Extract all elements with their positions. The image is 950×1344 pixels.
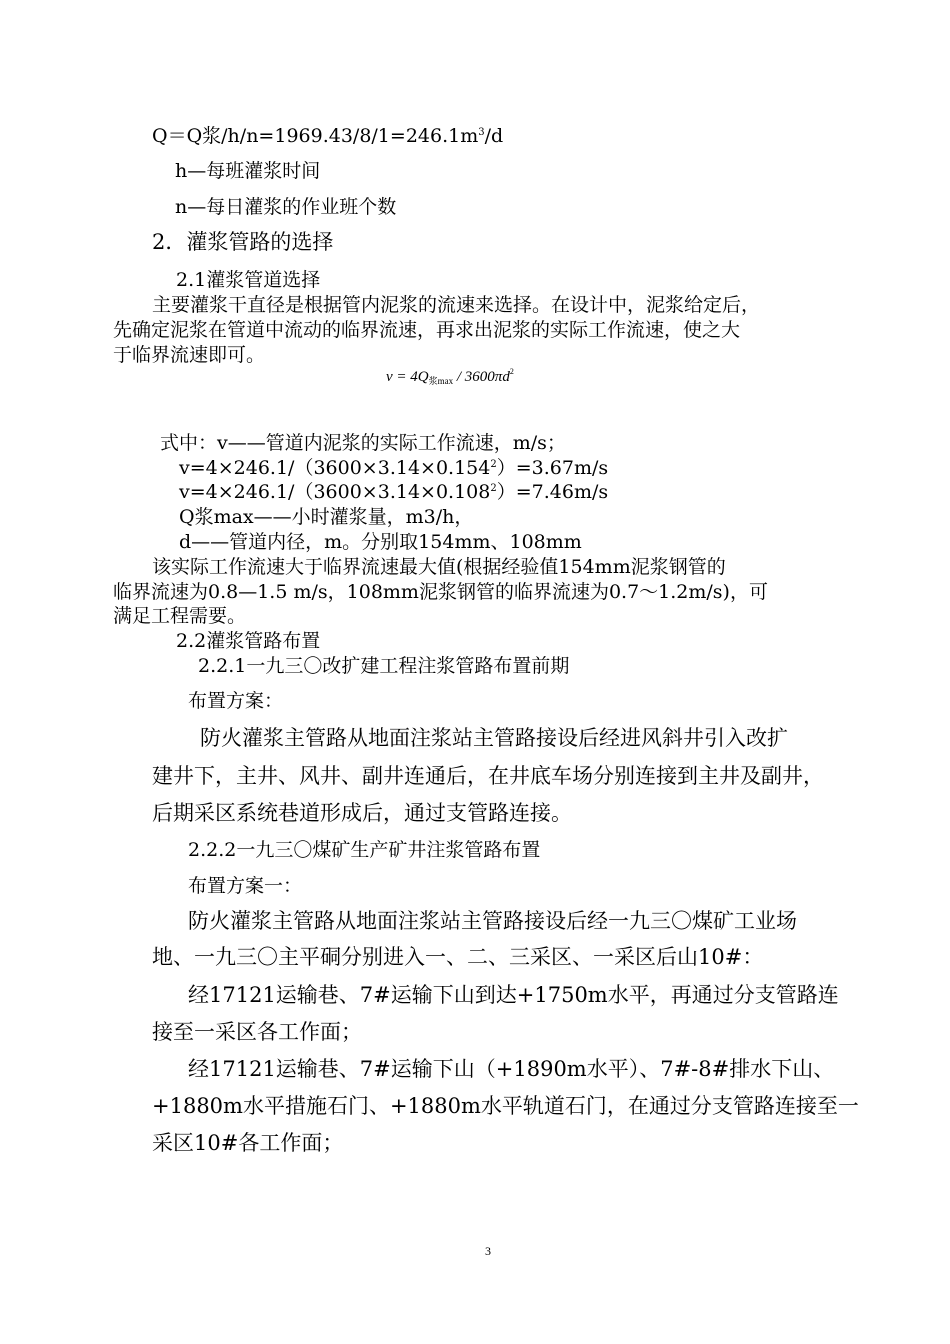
text-line: 防火灌浆主管路从地面注浆站主管路接设后经一九三〇煤矿工业场 xyxy=(188,909,797,933)
velocity-formula: $v = 4Q_{浆max} / 3600\pi d^2$ xyxy=(386,367,514,386)
section-heading: 2．灌浆管路的选择 xyxy=(152,230,334,254)
text-line: 建井下，主井、风井、副井连通后，在井底车场分别连接到主井及副井， xyxy=(152,764,824,788)
text-line: 临界流速为0.8—1.5 m/s，108mm泥浆钢管的临界流速为0.7～1.2m/s)，可 xyxy=(113,581,768,603)
text-line: n—每日灌浆的作业班个数 xyxy=(175,196,397,218)
text-line: 式中：v——管道内泥浆的实际工作流速，m/s； xyxy=(160,432,566,454)
page-number: 3 xyxy=(485,1244,491,1258)
text-line: 采区10#各工作面； xyxy=(152,1131,344,1155)
text-line: +1880m水平措施石门、+1880m水平轨道石门，在通过分支管路连接至一 xyxy=(152,1094,859,1118)
text-line: $v=4\times 246.1/(3600\times 3.14\times 0.154^2)=3.67m/s$ xyxy=(179,457,609,479)
text-line: 地、一九三〇主平硐分别进入一、二、三采区、一采区后山10#： xyxy=(152,945,764,969)
subsection-heading: 2.2.2一九三〇煤矿生产矿井注浆管路布置 xyxy=(188,839,541,861)
text-line: Q＝Q浆$/h/n=1969.43/8/1=246.1m^3/d$ xyxy=(152,125,504,147)
text-line: $v=4\times 246.1/(3600\times 3.14\times 0.108^2)=7.46m/s$ xyxy=(179,481,609,503)
text-line: 防火灌浆主管路从地面注浆站主管路接设后经进风斜井引入改扩 xyxy=(200,726,788,750)
subsection-heading: 2.2灌浆管路布置 xyxy=(176,630,321,652)
subsection-heading: 2.2.1一九三〇改扩建工程注浆管路布置前期 xyxy=(198,655,570,677)
text-line: Q浆max——小时灌浆量，m3/h， xyxy=(179,506,474,528)
text-line: 接至一采区各工作面； xyxy=(152,1020,362,1044)
text-line: 该实际工作流速大于临界流速最大值(根据经验值154mm泥浆钢管的 xyxy=(152,556,726,578)
text-line: 布置方案一： xyxy=(188,875,303,897)
text-line: 主要灌浆干直径是根据管内泥浆的流速来选择。在设计中，泥浆给定后， xyxy=(152,294,761,316)
text-line: h—每班灌浆时间 xyxy=(175,160,321,182)
text-line: 经17121运输巷、7#运输下山（+1890m水平）、7#-8#排水下山、 xyxy=(188,1057,835,1081)
text-line: 布置方案： xyxy=(188,690,284,712)
text-line: 后期采区系统巷道形成后，通过支管路连接。 xyxy=(152,801,572,825)
text-line: 经17121运输巷、7#运输下山到达+1750m水平，再通过分支管路连 xyxy=(188,983,839,1007)
text-line: 满足工程需要。 xyxy=(113,605,247,627)
text-line: 先确定泥浆在管道中流动的临界流速，再求出泥浆的实际工作流速，使之大 xyxy=(113,319,741,341)
text-line: 于临界流速即可。 xyxy=(113,344,266,366)
text-line: d——管道内径，m。分别取154mm、108mm xyxy=(179,531,582,553)
subsection-heading: 2.1灌浆管道选择 xyxy=(176,269,321,291)
